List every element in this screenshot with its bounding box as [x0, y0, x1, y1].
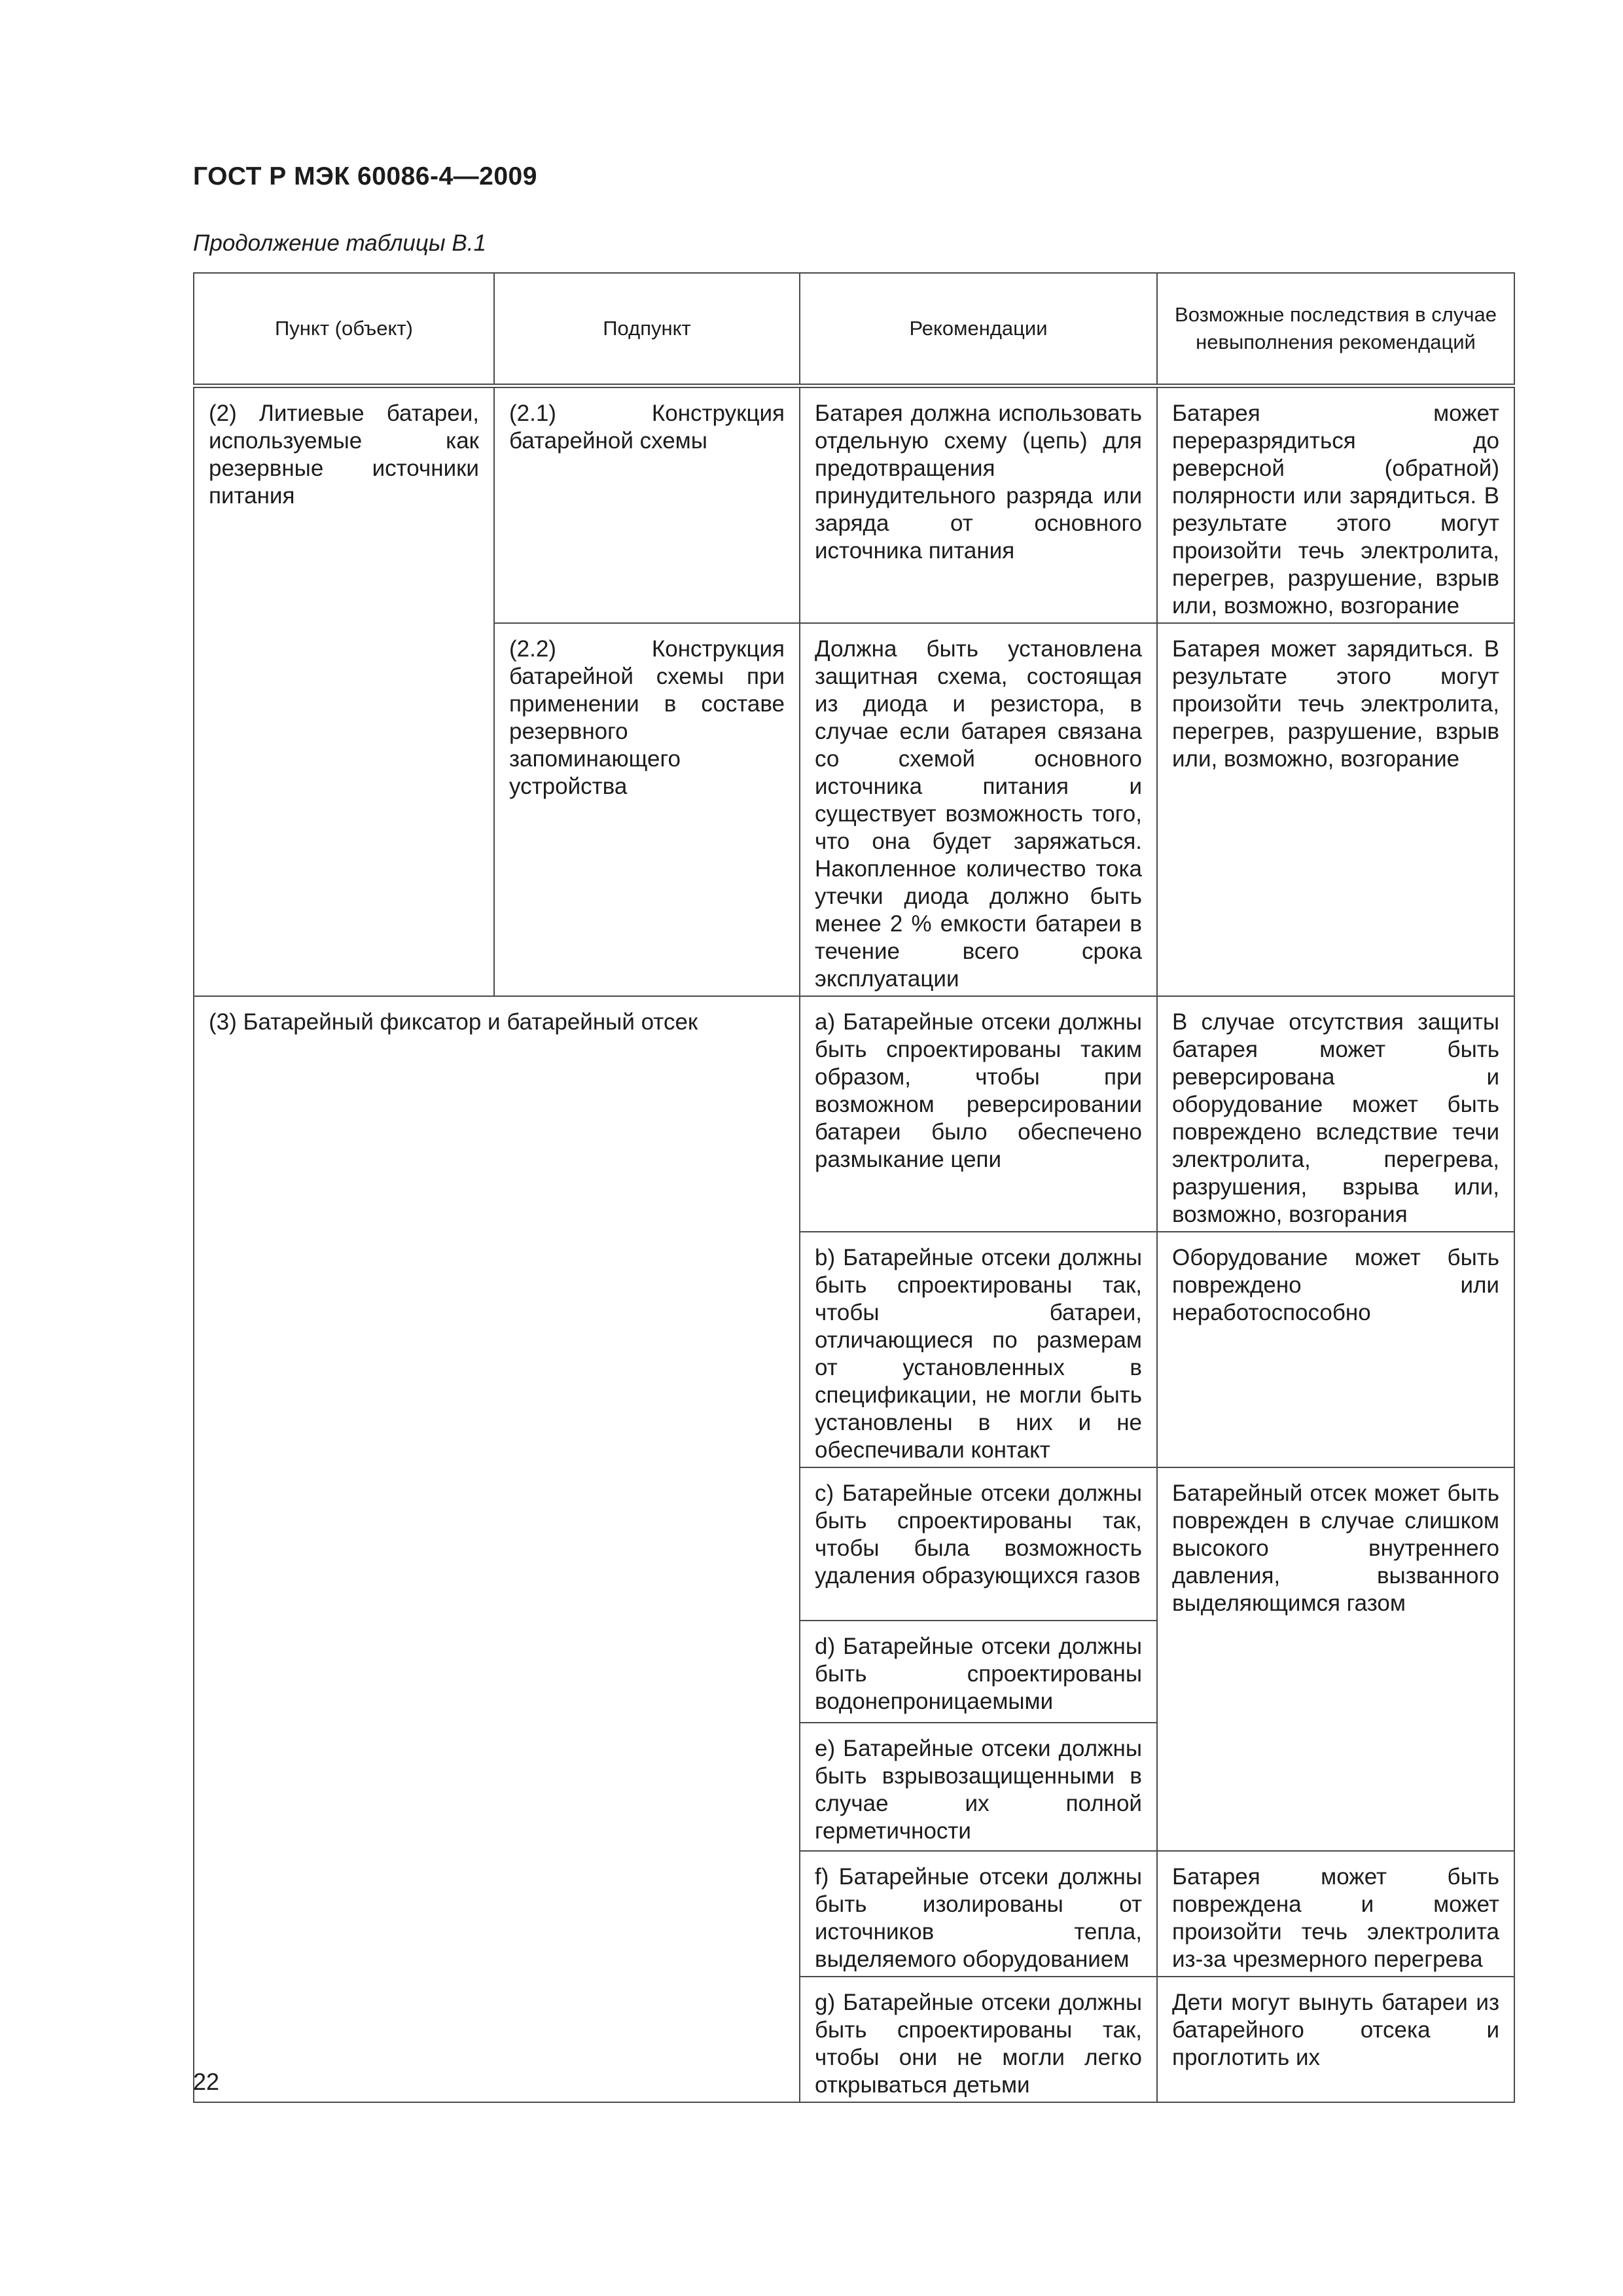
item-3e-recommendation: e) Батарейные отсеки должны быть взрывозащищенными в случае их полной герметичности: [800, 1723, 1157, 1851]
subitem-2-2-consequence: Батарея может зарядиться. В результате этого могут произойти течь электролита, перегрев, разрушение, взрыв или, возможно, возгорание: [1157, 623, 1514, 996]
subitem-2-1-consequence: Батарея может переразрядиться до реверсной (обратной) полярности или зарядиться. В результате этого могут произойти течь электролита, перегрев, разрушение, взрыв или, возможно, возгорание: [1157, 386, 1514, 624]
table-caption: Продолжение таблицы В.1: [193, 230, 486, 256]
item-3g-consequence: Дети могут вынуть батареи из батарейного отсека и проглотить их: [1157, 1977, 1514, 2102]
document-title: ГОСТ Р МЭК 60086-4—2009: [193, 162, 537, 190]
item-3-label: (3) Батарейный фиксатор и батарейный отсек: [194, 996, 800, 2102]
item-3a-consequence: В случае отсутствия защиты батарея может быть реверсирована и оборудование может быть повреждено вследствие течи электролита, перегрева, разрушения, взрыва или, возможно, возгорания: [1157, 996, 1514, 1232]
subitem-2-2-label: (2.2) Конструкция батарейной схемы при применении в составе резервного запоминающего устройства: [494, 623, 800, 996]
column-header-subitem: Подпункт: [494, 273, 800, 386]
item-3b-recommendation: b) Батарейные отсеки должны быть спроектированы так, чтобы батареи, отличающиеся по размерам от установленных в спецификации, не могли быть установлены в них и не обеспечивали контакт: [800, 1232, 1157, 1467]
page-number: 22: [193, 2068, 220, 2095]
item-3g-recommendation: g) Батарейные отсеки должны быть спроектированы так, чтобы они не могли легко открываться детьми: [800, 1977, 1157, 2102]
item-2-label: (2) Литиевые батареи, используемые как резервные источники питания: [194, 386, 494, 997]
table-row: [194, 386, 1514, 624]
subitem-2-1-label: (2.1) Конструкция батарейной схемы: [494, 386, 800, 624]
item-3d-recommendation: d) Батарейные отсеки должны быть спроектированы водонепроницаемыми: [800, 1621, 1157, 1723]
item-3a-recommendation: a) Батарейные отсеки должны быть спроектированы таким образом, чтобы при возможном реверсировании батареи было обеспечено размыкание цепи: [800, 996, 1157, 1232]
table-header-row: [194, 273, 1514, 386]
subitem-2-1-recommendation: Батарея должна использовать отдельную схему (цепь) для предотвращения принудительного разряда или заряда от основного источника питания: [800, 386, 1157, 624]
item-3b-consequence: Оборудование может быть повреждено или неработоспособно: [1157, 1232, 1514, 1467]
item-3cde-consequence: Батарейный отсек может быть поврежден в случае слишком высокого внутреннего давления, вызванного выделяющимся газом: [1157, 1467, 1514, 1851]
table-row: [194, 996, 1514, 1232]
recommendations-table: [193, 272, 1515, 2103]
column-header-item: Пункт (объект): [194, 273, 494, 386]
item-3c-recommendation: c) Батарейные отсеки должны быть спроектированы так, чтобы была возможность удаления образующихся газов: [800, 1467, 1157, 1621]
subitem-2-2-recommendation: Должна быть установлена защитная схема, состоящая из диода и резистора, в случае если батарея связана со схемой основного источника питания и существует возможность того, что она будет заряжаться. Накопленное количество тока утечки диода должно быть менее 2 % емкости батареи в течение всего срока эксплуатации: [800, 623, 1157, 996]
item-3f-consequence: Батарея может быть повреждена и может произойти течь электролита из-за чрезмерного перегрева: [1157, 1851, 1514, 1977]
column-header-consequences: Возможные последствия в случае невыполнения рекомендаций: [1157, 273, 1514, 386]
column-header-recommendations: Рекомендации: [800, 273, 1157, 386]
item-3f-recommendation: f) Батарейные отсеки должны быть изолированы от источников тепла, выделяемого оборудованием: [800, 1851, 1157, 1977]
